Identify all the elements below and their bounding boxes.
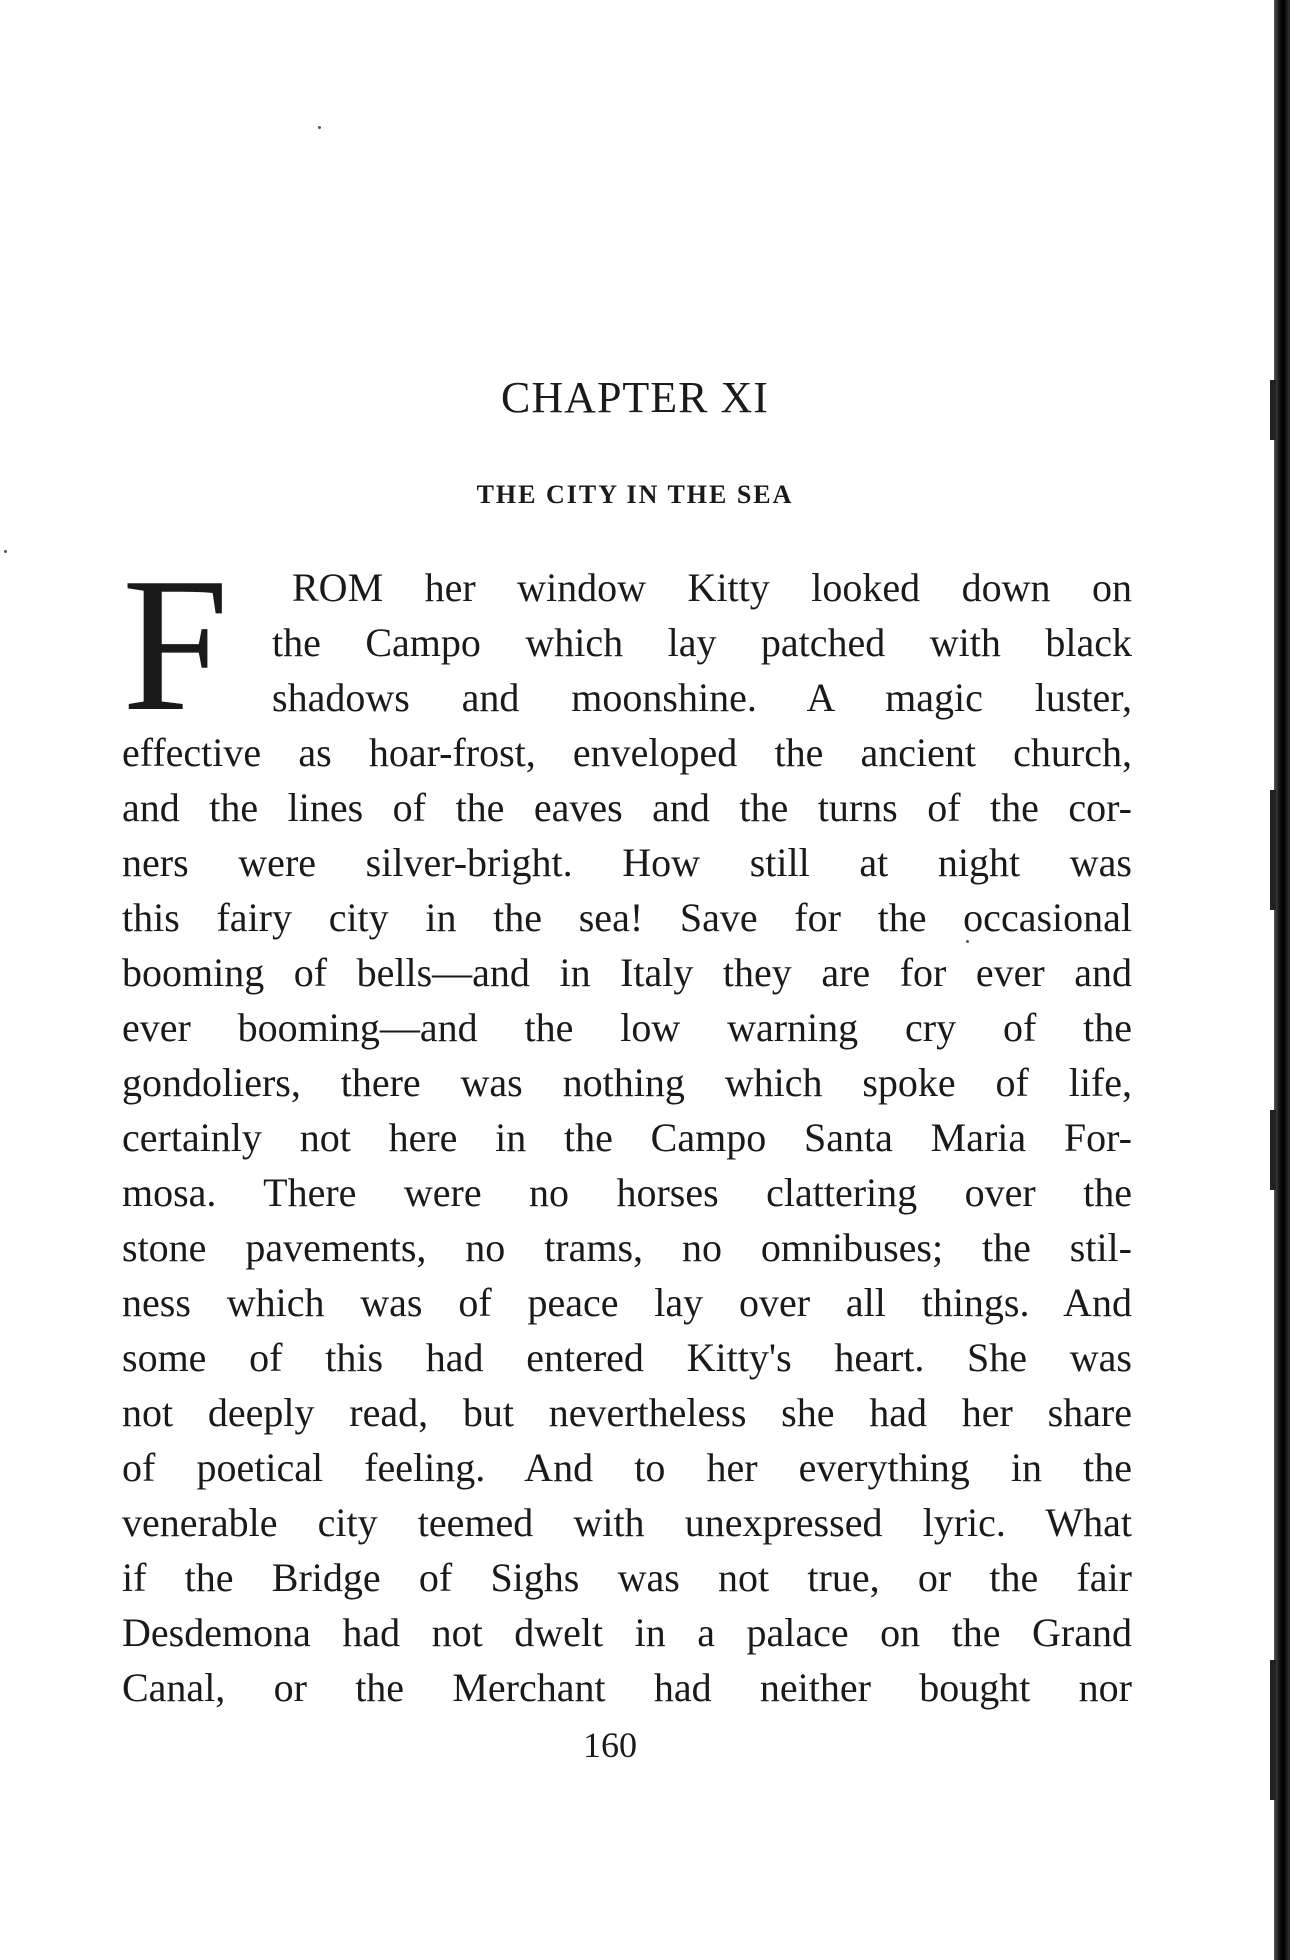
print-speck [318, 126, 321, 129]
print-speck [4, 550, 7, 553]
text-line: ever booming—and the low warning cry of the [122, 1005, 1132, 1050]
text-line: mosa. There were no horses clattering over the [122, 1170, 1132, 1215]
text-line: Desdemona had not dwelt in a palace on the Grand [122, 1610, 1132, 1655]
page-binding-edge [1274, 0, 1290, 1960]
text-line: the Campo which lay patched with black [272, 620, 1132, 665]
text-line: stone pavements, no trams, no omnibuses; the stil- [122, 1225, 1132, 1270]
text-line: certainly not here in the Campo Santa Maria For- [122, 1115, 1132, 1160]
binding-speck [1270, 380, 1276, 440]
binding-speck [1270, 1660, 1276, 1800]
chapter-heading: CHAPTER XI [501, 373, 769, 422]
binding-speck [1270, 1110, 1276, 1190]
text-line: shadows and moonshine. A magic luster, [272, 675, 1132, 720]
text-line: gondoliers, there was nothing which spoke of life, [122, 1060, 1132, 1105]
text-line: booming of bells—and in Italy they are for ever and [122, 950, 1132, 995]
drop-cap: F [122, 538, 229, 751]
binding-speck [1270, 790, 1276, 910]
text-line: some of this had entered Kitty's heart. She was [122, 1335, 1132, 1380]
text-line: ROM her window Kitty looked down on [292, 565, 1132, 610]
text-line: venerable city teemed with unexpressed lyric. What [122, 1500, 1132, 1545]
text-line: this fairy city in the sea! Save for the occasional [122, 895, 1132, 940]
text-line: if the Bridge of Sighs was not true, or the fair [122, 1555, 1132, 1600]
text-line: of poetical feeling. And to her everything in the [122, 1445, 1132, 1490]
body-text [122, 538, 1132, 1715]
text-line: not deeply read, but nevertheless she had her share [122, 1390, 1132, 1435]
text-line: ness which was of peace lay over all things. And [122, 1280, 1132, 1325]
text-line: effective as hoar-frost, enveloped the ancient church, [122, 730, 1132, 775]
chapter-title: THE CITY IN THE SEA [476, 480, 794, 509]
text-line: ners were silver-bright. How still at night was [122, 840, 1132, 885]
text-line: and the lines of the eaves and the turns of the cor- [122, 785, 1132, 830]
page-number: 160 [583, 1725, 637, 1765]
text-line: Canal, or the Merchant had neither bought nor [122, 1665, 1132, 1710]
